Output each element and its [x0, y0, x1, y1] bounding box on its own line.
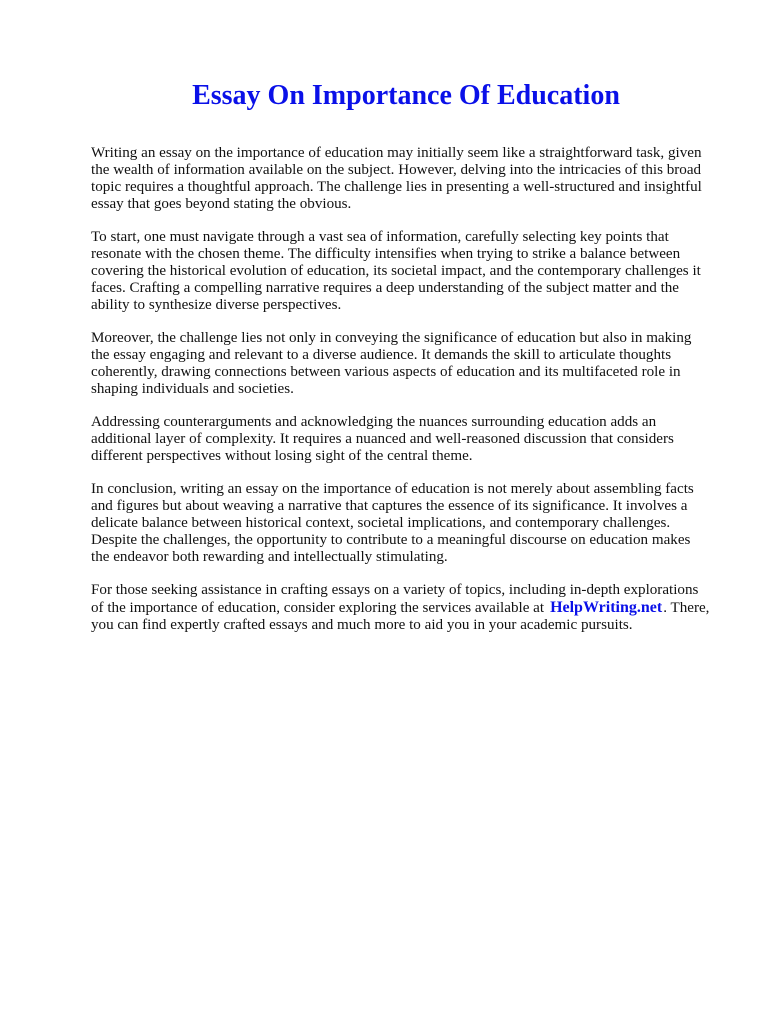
paragraph-line: and figures but about weaving a narrative that captures the essence of its significance. It involves a	[91, 498, 688, 514]
paragraph-line: resonate with the chosen theme. The difficulty intensifies when trying to strike a balance between	[91, 246, 681, 262]
paragraph-line-with-link	[91, 599, 731, 617]
paragraph-line: In conclusion, writing an essay on the importance of education is not merely about assembling facts	[91, 481, 694, 497]
paragraph-line: the essay engaging and relevant to a diverse audience. It demands the skill to articulate thoughts	[91, 347, 672, 363]
paragraph-line: the wealth of information available on the subject. However, delving into the intricacies of this broad	[91, 162, 702, 178]
paragraph-line: faces. Crafting a compelling narrative requires a deep understanding of the subject matter and the	[91, 280, 680, 296]
paragraph-line: coherently, drawing connections between various aspects of education and its multifaceted role in	[91, 364, 681, 380]
paragraph-line: delicate balance between historical context, societal implications, and contemporary challenges.	[91, 515, 671, 531]
paragraph-line: Addressing counterarguments and acknowledging the nuances surrounding education adds an	[91, 414, 657, 430]
essay-body	[91, 145, 731, 650]
paragraph-6	[91, 582, 731, 634]
paragraph-line: To start, one must navigate through a vast sea of information, carefully selecting key points that	[91, 229, 669, 245]
paragraph-line: essay that goes beyond stating the obvious.	[91, 196, 352, 212]
paragraph-3	[91, 330, 731, 398]
paragraph-line: ability to synthesize diverse perspectives.	[91, 297, 342, 313]
helpwriting-link[interactable]: HelpWriting.net	[550, 599, 663, 616]
paragraph-line: Moreover, the challenge lies not only in conveying the significance of education but also in making	[91, 330, 692, 346]
paragraph-line: different perspectives without losing sight of the central theme.	[91, 448, 473, 464]
paragraph-line: shaping individuals and societies.	[91, 381, 294, 397]
paragraph-line: For those seeking assistance in crafting essays on a variety of topics, including in-depth explorations	[91, 582, 699, 598]
paragraph-line: the endeavor both rewarding and intellectually stimulating.	[91, 549, 448, 565]
paragraph-line: topic requires a thoughtful approach. The challenge lies in presenting a well-structured and insightful	[91, 179, 702, 195]
paragraph-line: additional layer of complexity. It requires a nuanced and well-reasoned discussion that considers	[91, 431, 674, 447]
paragraph-4	[91, 414, 731, 465]
link-trail-text: . There,	[663, 600, 710, 616]
page-title: Essay On Importance Of Education	[192, 80, 620, 111]
paragraph-2	[91, 229, 731, 314]
paragraph-line: covering the historical evolution of education, its societal impact, and the contemporary challenges it	[91, 263, 701, 279]
paragraph-line: you can find expertly crafted essays and much more to aid you in your academic pursuits.	[91, 617, 633, 633]
paragraph-5	[91, 481, 731, 566]
link-lead-text: of the importance of education, consider exploring the services available at	[91, 600, 545, 616]
paragraph-1	[91, 145, 731, 213]
paragraph-line: Despite the challenges, the opportunity to contribute to a meaningful discourse on education makes	[91, 532, 691, 548]
paragraph-line: Writing an essay on the importance of education may initially seem like a straightforward task, given	[91, 145, 702, 161]
